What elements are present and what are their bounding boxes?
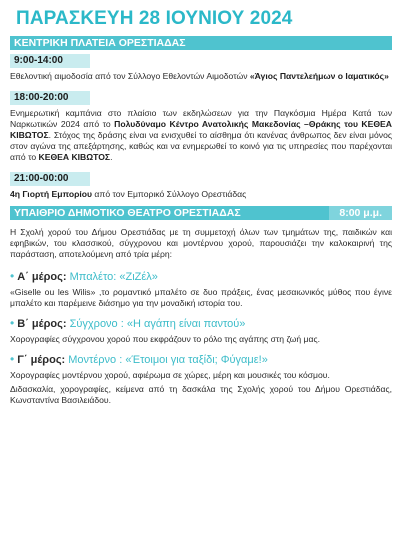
event-description: [10, 71, 392, 82]
part-title: Σύγχρονο : «Η αγάπη είναι παντού»: [69, 318, 246, 330]
bullet-icon: •: [10, 352, 15, 366]
part-title: Μπαλέτο: «ΖιΖέλ»: [69, 271, 158, 283]
section-heading-central-square: [10, 36, 392, 50]
event-description: [10, 189, 392, 200]
event-text: Ενημερωτική καμπάνια στο πλαίσιο των εκδηλώσεων για την Παγκόσμια Ημέρα Κατά των Ναρκωτικών 2024 από το: [10, 108, 392, 129]
part-description: «Giselle ou les Wilis» ,το ρομαντικό μπαλέτο σε δυο πράξεις, ένας μεσαιωνικός μύθος που έγινε μπαλέτο και παρέμεινε διάσημο για την μοναδική ιστορία του.: [10, 287, 392, 308]
event-description: [10, 108, 392, 163]
part-label: Γ΄ μέρος:: [17, 354, 66, 366]
performance-credits: Διδασκαλία, χορογραφίες, κείμενα από τη δασκάλα της Σχολής χορού του Δήμου Ορεστιάδας, Κωνσταντίνα Βασιλειάδου.: [10, 384, 392, 405]
section-time-badge: 8:00 μ.μ.: [329, 206, 392, 220]
part-description: Χορογραφίες μοντέρνου χορού, αφιέρωμα σε χώρες, μέρη και μουσικές του κόσμου.: [10, 370, 330, 380]
performance-part: [10, 317, 392, 331]
performance-intro: Η Σχολή χορού του Δήμου Ορεστιάδας με τη συμμετοχή όλων των τμημάτων της, παιδικών και εφηβικών, του κλασσικού, σύγχρονου και μοντέρνου χορού, παρουσιάζει την καλοκαιρινή της παράσταση, αποτελούμενη από τρία μέρη:: [10, 227, 392, 259]
event-text: από τον Εμπορικό Σύλλογο Ορεστιάδας: [92, 189, 247, 199]
part-description: Χορογραφίες σύγχρονου χορού που εκφράζουν το ρόλο της αγάπης στη ζωή μας.: [10, 334, 320, 344]
section-heading-label: ΥΠΑΙΘΡΙΟ ΔΗΜΟΤΙΚΟ ΘΕΑΤΡΟ ΟΡΕΣΤΙΑΔΑΣ: [14, 207, 241, 219]
event-text: Εθελοντική αιμοδοσία από τον Σύλλογο Εθελοντών Αιμοδοτών: [10, 71, 250, 81]
event-organizer: ΚΕΘΕΑ ΚΙΒΩΤΟΣ: [38, 152, 111, 162]
event-time-badge: 9:00-14:00: [10, 54, 90, 68]
part-label: Β΄ μέρος:: [17, 318, 67, 330]
bullet-icon: •: [10, 316, 15, 330]
event-organizer: Πολυδύναμο Κέντρο Ανατολικής Μακεδονίας –Θράκης του ΚΕΘΕΑ ΚΙΒΩΤΟΣ: [10, 119, 392, 140]
part-label: Α΄ μέρος:: [17, 271, 67, 283]
event-time-badge: 21:00-00:00: [10, 172, 90, 186]
page-title: ΠΑΡΑΣΚΕΥΗ 28 ΙΟΥΝΙΟΥ 2024: [16, 8, 293, 29]
bullet-icon: •: [10, 269, 15, 283]
section-heading-open-air-theatre: [10, 206, 392, 220]
section-heading-label: ΚΕΝΤΡΙΚΗ ΠΛΑΤΕΙΑ ΟΡΕΣΤΙΑΔΑΣ: [14, 37, 186, 49]
event-time-badge: 18:00-20:00: [10, 91, 90, 105]
part-title: Μοντέρνο : «Έτοιμοι για ταξίδι; Φύγαμε!»: [68, 354, 268, 366]
performance-part: [10, 270, 392, 284]
event-text: . Στόχος της δράσης είναι να ενισχυθεί το αίσθημα ότι κανένας άνθρωπος δεν είναι μόνος στον αγώνα της απεξάρτησης, καθώς και να ενημερωθεί το κοινό για τις υπηρεσίες που παρέχονται από το: [10, 130, 392, 162]
performance-part: [10, 353, 392, 367]
event-text: .: [110, 152, 113, 162]
event-title: 4η Γιορτή Εμπορίου: [10, 189, 93, 199]
event-organizer: «Άγιος Παντελεήμων ο Ιαματικός»: [249, 71, 389, 81]
